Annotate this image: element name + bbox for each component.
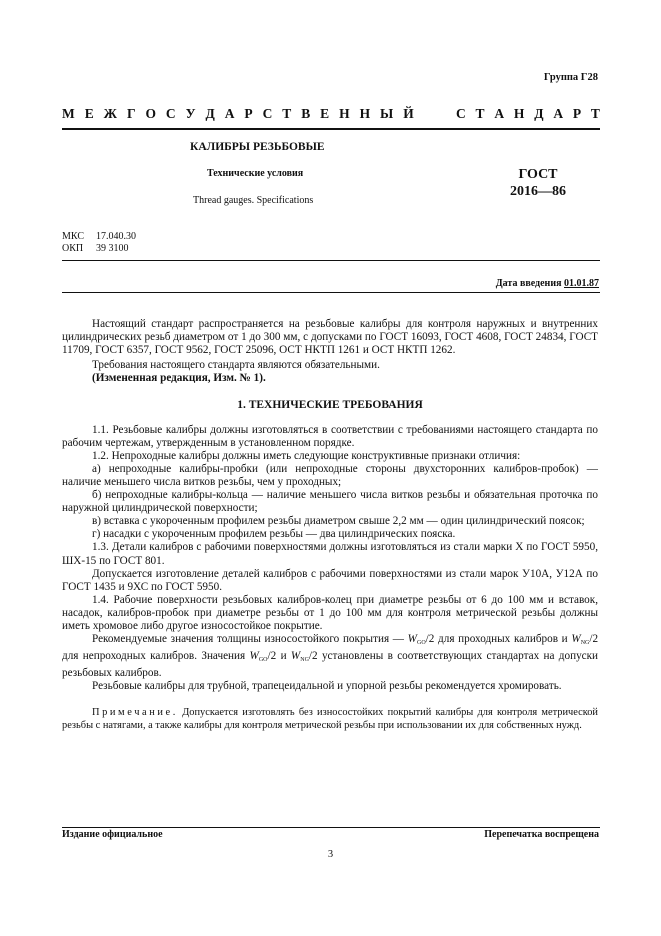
- banner-letter: Ы: [380, 106, 394, 121]
- banner-letter: С: [456, 106, 466, 121]
- banner-letter: Н: [359, 106, 371, 121]
- clause-1-2-c: в) вставка с укороченным профилем резьбы диаметром свыше 2,2 мм — один цилиндрический поясок;: [92, 515, 585, 528]
- banner-letter: Д: [205, 106, 215, 121]
- banner-letter: Е: [320, 106, 330, 121]
- gost-number: 2016—86: [510, 184, 566, 199]
- document-title: КАЛИБРЫ РЕЗЬБОВЫЕ: [190, 141, 325, 153]
- banner-letter: Д: [534, 106, 544, 121]
- note-label: Примечание.: [92, 707, 178, 719]
- banner-letter: О: [145, 106, 156, 121]
- banner-letter: У: [185, 106, 196, 121]
- banner-letter: С: [165, 106, 176, 121]
- banner-letter: А: [553, 106, 564, 121]
- banner-letter: А: [224, 106, 235, 121]
- note-text: Допускается изготовлять без износостойких покрытий калибры для контроля метрической резьбы с натягами, а также калибры для контроля метрической резьбы при использовании их для собственных нужд.: [62, 707, 598, 732]
- intro-date-label: Дата введения: [495, 278, 562, 289]
- banner-letter: Р: [244, 106, 253, 121]
- clause-1-2: 1.2. Непроходные калибры должны иметь следующие конструктивные признаки отличия:: [92, 449, 521, 462]
- banner-letter: Р: [572, 106, 582, 121]
- clause-1-4-c: Резьбовые калибры для трубной, трапецеидальной и упорной резьбы рекомендуется хромировать.: [92, 680, 562, 693]
- banner-letter: С: [262, 106, 273, 121]
- clause-1-2-a: а) непроходные калибры-пробки (или непроходные стороны двухсторонних калибров-пробок) — наличие меньшего числа витков резьбы, чем у проходных;: [62, 462, 598, 488]
- banner-letter: В: [301, 106, 311, 121]
- divider: [62, 260, 600, 261]
- divider: [62, 292, 600, 293]
- banner-rule: [62, 128, 600, 130]
- paragraph: Требования настоящего стандарта являются обязательными.: [92, 359, 380, 372]
- banner-right: [456, 106, 600, 122]
- document-body: [62, 318, 598, 732]
- clause-1-3: 1.3. Детали калибров с рабочими поверхностями должны изготовляться из стали марки Х по ГОСТ 5950, ШХ-15 по ГОСТ 801.: [62, 541, 598, 567]
- mks-value: 17.040.30: [96, 231, 136, 242]
- banner-letter: М: [62, 106, 75, 121]
- banner-letter: Е: [84, 106, 94, 121]
- edition-label: Издание официальное: [62, 829, 163, 840]
- clause-1-3-b: Допускается изготовление деталей калибров с рабочими поверхностями из стали марок У10А, У12А по ГОСТ 1435 и 9ХС по ГОСТ 5950.: [62, 567, 598, 593]
- clause-1-1: 1.1. Резьбовые калибры должны изготовляться в соответствии с требованиями настоящего стандарта по рабочим чертежам, утвержденным в установленном порядке.: [62, 423, 598, 449]
- clause-1-2-b: б) непроходные калибры-кольца — наличие меньшего числа витков резьбы и обязательная проточка по наружной цилиндрической поверхности;: [62, 489, 598, 515]
- banner-letter: Г: [126, 106, 136, 121]
- banner-letter: Т: [590, 106, 600, 121]
- group-code: Группа Г28: [543, 72, 598, 83]
- clause-1-2-d: г) насадки с укороченным профилем резьбы — два цилиндрических пояска.: [92, 528, 456, 541]
- banner-left: [62, 106, 414, 122]
- gost-label: ГОСТ: [518, 167, 558, 182]
- banner-letter: Й: [403, 106, 414, 121]
- introduction-date: [496, 278, 599, 289]
- reprint-label: Перепечатка воспрещена: [484, 829, 599, 840]
- banner-letter: Н: [339, 106, 350, 121]
- classification-codes: [62, 231, 136, 255]
- gost-number-block: [510, 166, 566, 200]
- amendment-note: (Измененная редакция, Изм. № 1).: [92, 372, 266, 385]
- english-title: Thread gauges. Specifications: [193, 195, 314, 206]
- banner-letter: Н: [513, 106, 525, 121]
- banner-letter: Т: [475, 106, 485, 121]
- standard-banner: [62, 106, 600, 122]
- intro-date-value: 01.01.87: [564, 278, 599, 289]
- paragraph: Настоящий стандарт распространяется на резьбовые калибры для контроля наружных и внутренних цилиндрических резьб диаметром от 1 до 300 мм, с допусками по ГОСТ 16093, ГОСТ 4608, ГОСТ 24834, ГОСТ 11709, ГОСТ 6357, ГОСТ 9562, ГОСТ 25096, ОСТ НКТП 1261 и ОСТ НКТП 1262.: [62, 318, 598, 357]
- clause-1-4: 1.4. Рабочие поверхности резьбовых калибров-колец при диаметре резьбы от 6 до 100 мм и вставок, насадок, калибров-пробок при диаметре резьбы от 1 до 100 мм для контроля метрической резьбы должны иметь хромовое либо другое износостойкое покрытие.: [62, 593, 598, 632]
- clause-1-4-coating: Рекомендуемые значения толщины износостойкого покрытия — $W_{GO}/2$ для проходных калибров и $W_{NG}/2$ для непроходных калибров. Значения $W_{GO}/2$ и $W_{NG}/2$ установлены в соответствующих стандартах на допуски резьбовых калибров.: [62, 633, 599, 680]
- note: [62, 706, 598, 732]
- banner-letter: А: [494, 106, 505, 121]
- document-subtitle: Технические условия: [207, 168, 304, 179]
- footer-rule: [62, 827, 600, 828]
- banner-letter: Т: [282, 106, 292, 121]
- okp-label: ОКП: [62, 243, 84, 254]
- section-heading: 1. ТЕХНИЧЕСКИЕ ТРЕБОВАНИЯ: [237, 399, 423, 412]
- okp-value: 39 3100: [96, 243, 129, 254]
- mks-label: МКС: [62, 231, 84, 242]
- page-number: 3: [327, 849, 334, 860]
- banner-letter: Ж: [103, 106, 117, 121]
